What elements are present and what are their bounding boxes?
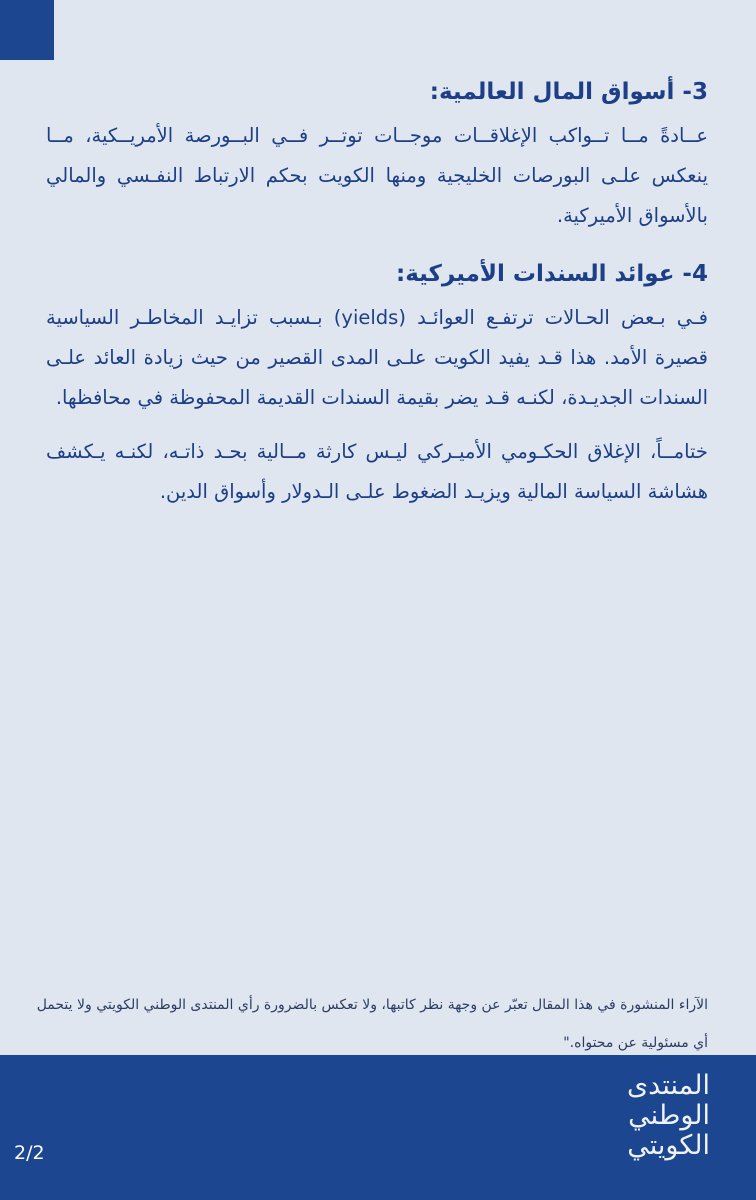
- logo-line-2: الوطني: [628, 1100, 710, 1131]
- article-body: [46, 74, 708, 532]
- corner-accent-square: [0, 0, 54, 60]
- logo-line-1: المنتدى: [627, 1070, 710, 1101]
- forum-logo: [530, 1071, 710, 1161]
- page-number: 2/2: [14, 1142, 45, 1164]
- logo-line-3: الكويتي: [627, 1130, 710, 1161]
- section-4-paragraph: فـي بـعض الحـالات ترتفـع العوائـد (yields) بـسبب تزايـد المخاطـر السياسية قصيرة الأمد. هذا قـد يفيد الكويت علـى المدى القصير من حيث زيادة العائد علـى السندات الجديـدة، لكنـه قـد يضر بقيمة السندات القديمة المحفوظة في محافظها.: [46, 306, 708, 409]
- section-4-heading: 4- عوائد السندات الأميركية:: [396, 261, 708, 287]
- disclaimer-note: الآراء المنشورة في هذا المقال تعبّر عن وجهة نظر كاتبها، ولا تعكس بالضرورة رأي المنتدى الوطني الكويتي ولا يتحمل أي مسئولية عن محتواه.": [36, 997, 708, 1051]
- section-3-heading: 3- أسواق المال العالمية:: [429, 79, 708, 105]
- conclusion-paragraph: ختامــاً، الإغلاق الحكـومي الأميـركي ليـس كارثة مــالية بحـد ذاتـه، لكنـه يـكشف هشاشة السياسة المالية ويزيـد الضغوط علـى الـدولار وأسواق الدين.: [46, 440, 708, 503]
- section-3-paragraph: عــادةً مــا تــواكب الإغلاقــات موجــات توتــر فــي البــورصة الأمريــكية، مــا ينعكس علـى البورصات الخليجية ومنها الكويت بحكم الارتباط النفـسي والمالي بالأسواق الأميركية.: [46, 124, 708, 227]
- footer-bar: [0, 1055, 756, 1200]
